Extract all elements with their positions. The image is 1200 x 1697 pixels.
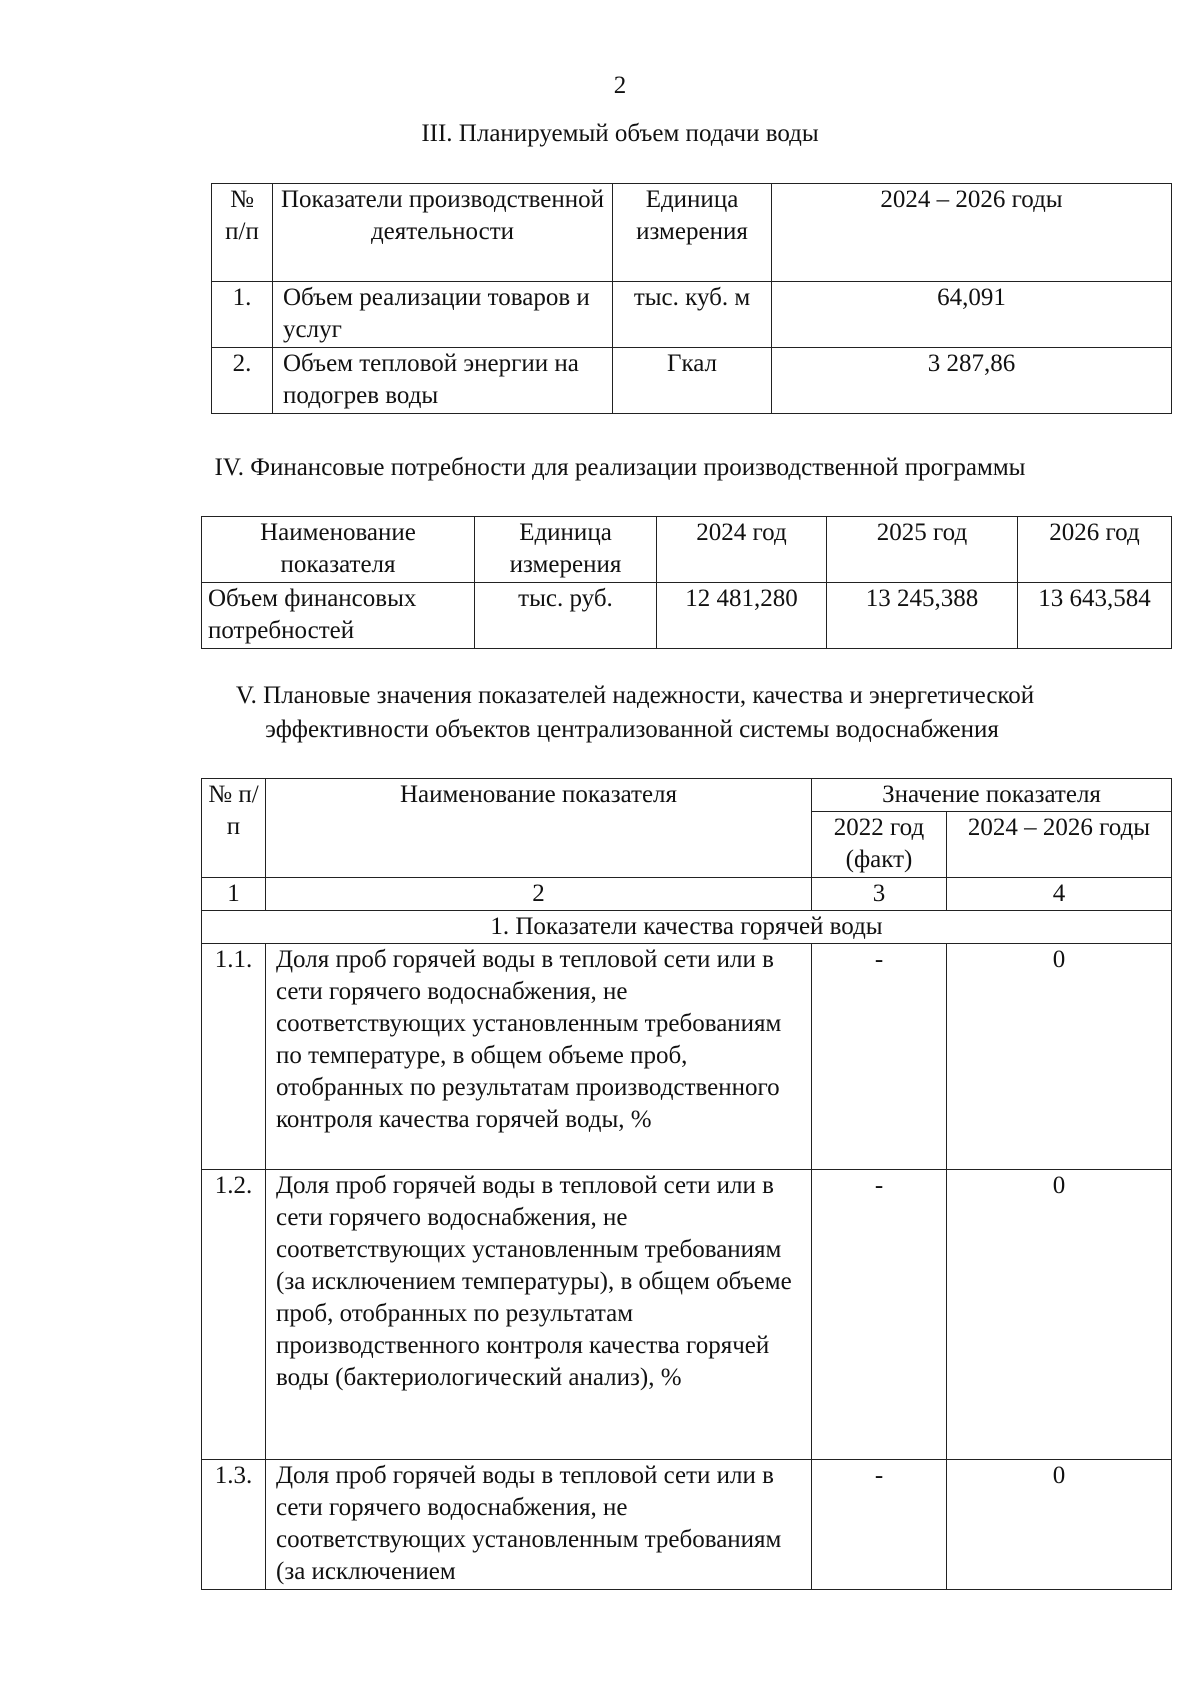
row-2026: 13 643,584 [1018,583,1172,649]
header-2024-2026: 2024 – 2026 годы [947,812,1172,878]
table-row [202,944,1172,1170]
header-indicator-name: Наименование показателя [202,517,475,583]
row-2024: 12 481,280 [657,583,827,649]
row-name: Доля проб горячей воды в тепловой сети или в сети горячего водоснабжения, не соответствующих установленным требованиям (за исключением [266,1460,812,1590]
row-name: Объем тепловой энергии на подогрев воды [273,348,613,414]
section3-title: III. Планируемый объем подачи воды [421,120,819,147]
table-header-row [202,779,1172,812]
header-2022-fact: 2022 год (факт) [812,812,947,878]
row-num: 2. [212,348,273,414]
header-num: № п/п [212,184,273,282]
row-num: 1.3. [202,1460,266,1590]
section4-table [201,516,1172,649]
table-header-row [212,184,1172,282]
column-number: 3 [812,878,947,911]
row-2024-2026: 0 [947,1460,1172,1590]
row-name: Объем реализации товаров и услуг [273,282,613,348]
row-2022: - [812,944,947,1170]
section5-table [201,778,1172,1590]
header-period: 2024 – 2026 годы [772,184,1172,282]
group-title-row [202,911,1172,944]
section5-title-line1: V. Плановые значения показателей надежности, качества и энергетической [235,682,1035,709]
row-name: Объем финансовых потребностей [202,583,475,649]
section3-table [211,183,1172,414]
row-num: 1.1. [202,944,266,1170]
header-indicator-value: Значение показателя [812,779,1172,812]
header-2026: 2026 год [1018,517,1172,583]
column-number: 2 [266,878,812,911]
row-name: Доля проб горячей воды в тепловой сети или в сети горячего водоснабжения, не соответствующих установленным требованиям по температуре, в общем объеме проб, отобранных по результатам производственного контроля качества горячей воды, % [266,944,812,1170]
group-title: 1. Показатели качества горячей воды [202,911,1172,944]
section4-title: IV. Финансовые потребности для реализации производственной программы [214,454,1026,481]
row-unit: тыс. руб. [475,583,657,649]
row-2025: 13 245,388 [827,583,1018,649]
column-number: 1 [202,878,266,911]
row-name: Доля проб горячей воды в тепловой сети или в сети горячего водоснабжения, не соответствующих установленным требованиям (за исключением температуры), в общем объеме проб, отобранных по результатам производственного контроля качества горячей воды (бактериологический анализ), % [266,1170,812,1460]
table-row [202,1460,1172,1590]
row-2022: - [812,1460,947,1590]
header-indicator: Показатели производственной деятельности [273,184,613,282]
table-header-row [202,517,1172,583]
section5-title-line2: эффективности объектов централизованной системы водоснабжения [265,716,999,743]
header-num: № п/п [202,779,266,878]
row-value: 64,091 [772,282,1172,348]
row-2024-2026: 0 [947,944,1172,1170]
header-unit: Единица измерения [613,184,772,282]
table-row [212,348,1172,414]
column-number: 4 [947,878,1172,911]
row-unit: тыс. куб. м [613,282,772,348]
header-indicator-name: Наименование показателя [266,779,812,878]
header-2024: 2024 год [657,517,827,583]
page-number: 2 [613,72,627,99]
column-number-row [202,878,1172,911]
row-value: 3 287,86 [772,348,1172,414]
table-row [212,282,1172,348]
row-2022: - [812,1170,947,1460]
row-num: 1. [212,282,273,348]
row-unit: Гкал [613,348,772,414]
row-num: 1.2. [202,1170,266,1460]
header-2025: 2025 год [827,517,1018,583]
table-row [202,583,1172,649]
header-unit: Единица измерения [475,517,657,583]
row-2024-2026: 0 [947,1170,1172,1460]
table-row [202,1170,1172,1460]
